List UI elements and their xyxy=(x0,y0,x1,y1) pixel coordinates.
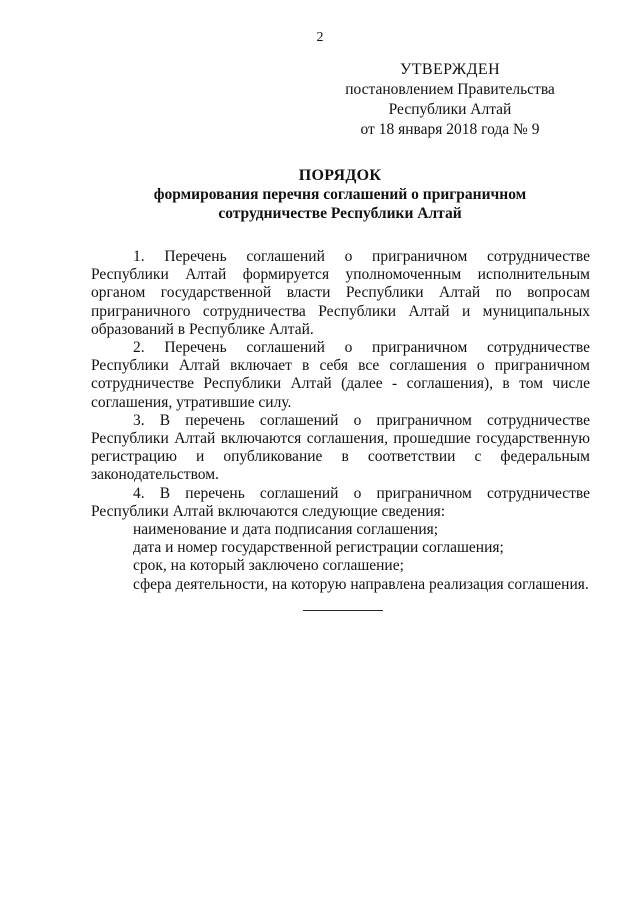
list-item: наименование и дата подписания соглашения; xyxy=(133,521,439,539)
title-heading: ПОРЯДОК xyxy=(298,167,382,184)
approval-date: от 18 января 2018 года № 9 xyxy=(360,121,540,138)
list-item: сфера деятельности, на которую направлена реализация соглашения. xyxy=(133,575,589,593)
paragraph: 1. Перечень соглашений о приграничном сотрудничестве Республики Алтай формируется уполномоченным исполнительным органом государственной власти Республики Алтай по вопросам приграничного сотрудничества Республики Алтай и муниципальных образований в Республике Алтай. xyxy=(91,248,590,338)
approval-line: Республики Алтай xyxy=(388,101,512,118)
paragraph: 3. В перечень соглашений о приграничном сотрудничестве Республики Алтай включаются соглашения, прошедшие государственную регистрацию и опубликование в соответствии с федеральным законодательством. xyxy=(91,411,590,484)
list-item: дата и номер государственной регистрации соглашения; xyxy=(133,539,504,557)
document-body xyxy=(91,248,590,594)
document-title xyxy=(100,166,580,223)
page-number: 2 xyxy=(316,30,324,45)
closing-divider xyxy=(303,610,383,611)
approval-line: постановлением Правительства xyxy=(345,81,555,98)
approval-heading: УТВЕРЖДЕН xyxy=(399,61,501,78)
paragraph: 4. В перечень соглашений о приграничном сотрудничестве Республики Алтай включаются следующие сведения: xyxy=(91,484,590,520)
approval-stamp xyxy=(330,60,570,140)
title-line: сотрудничестве Республики Алтай xyxy=(218,205,462,222)
paragraph: 2. Перечень соглашений о приграничном сотрудничестве Республики Алтай включает в себя все соглашения о приграничном сотрудничестве Республики Алтай (далее - соглашения), в том числе соглашения, утратившие силу. xyxy=(91,339,590,411)
title-line: формирования перечня соглашений о приграничном xyxy=(153,186,527,203)
list-item: срок, на который заключено соглашение; xyxy=(133,557,404,575)
